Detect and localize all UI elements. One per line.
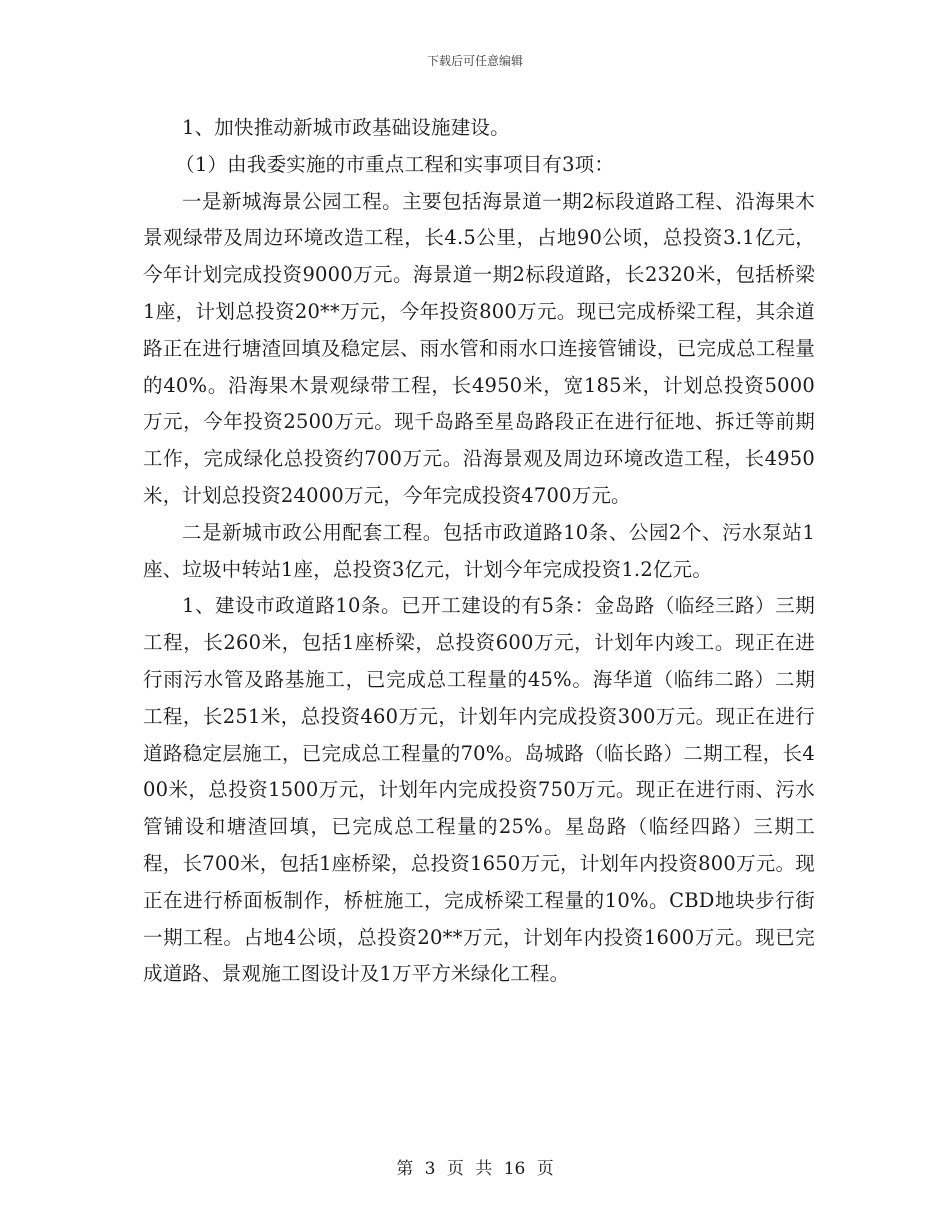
paragraph-heading: 1、加快推动新城市政基础设施建设。 [182, 116, 510, 139]
paragraph-municipal-roads: 1、建设市政道路10条。已开工建设的有5条：金岛路（临经三路）三期工程，长260米，包括1座桥梁，总投资600万元，计划年内竣工。现正在进行雨污水管及路基施工，已完成总工程量的45%。海华道（临纬二路）二期工程，长251米，总投资460万元，计划年内完成投资300万元。现正在进行道路稳定层施工，已完成总工程量的70%。岛城路（临长路）二期工程，长400米，总投资1500万元，计划年内完成投资750万元。现正在进行雨、污水管铺设和塘渣回填，已完成总工程量的25%。星岛路（临经四路）三期工程，长700米，包括1座桥梁，总投资1650万元，计划年内投资800万元。现正在进行桥面板制作，桥桩施工，完成桥梁工程量的10%。CBD地块步行街一期工程。占地4公顷，总投资20**万元，计划年内投资1600万元。现已完成道路、景观施工图设计及1万平方米绿化工程。 [143, 594, 815, 986]
paragraph-subheading: （1）由我委实施的市重点工程和实事项目有3项： [175, 152, 615, 176]
page-header: 下载后可任意编辑 [426, 54, 523, 68]
paragraph-municipal-facilities: 二是新城市政公用配套工程。包括市政道路10条、公园2个、污水泵站1座、垃圾中转站1座，总投资3亿元，计划今年完成投资1.2亿元。 [143, 520, 815, 581]
paragraph-seaview-park: 一是新城海景公园工程。主要包括海景道一期2标段道路工程、沿海果木景观绿带及周边环境改造工程，长4.5公里，占地90公顷，总投资3.1亿元，今年计划完成投资9000万元。海景道一期2标段道路，长2320米，包括桥梁1座，计划总投资20**万元，今年投资800万元。现已完成桥梁工程，其余道路正在进行塘渣回填及稳定层、雨水管和雨水口连接管铺设，已完成总工程量的40%。沿海果木景观绿带工程，长4950米，宽185米，计划总投资5000万元，今年投资2500万元。现千岛路至星岛路段正在进行征地、拆迁等前期工作，完成绿化总投资约700万元。沿海景观及周边环境改造工程，长4950米，计划总投资24000万元，今年完成投资4700万元。 [143, 189, 815, 507]
page-number-footer: 第 3 页 共 16 页 [396, 1159, 554, 1179]
document-body [143, 110, 815, 993]
